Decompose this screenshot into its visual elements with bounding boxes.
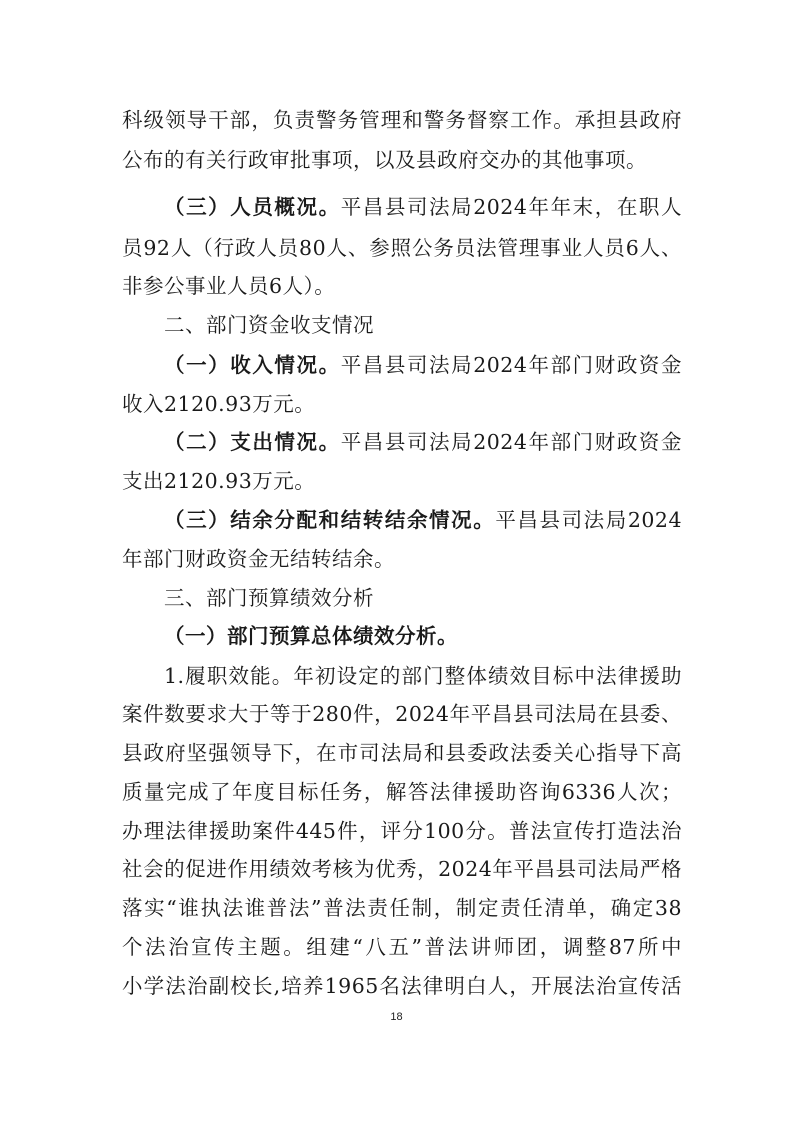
staff-overview-text: 平昌县司法局2024年年末，在职人 — [340, 195, 682, 219]
income-line — [164, 345, 682, 385]
body-text-line: 办理法律援助案件445件，评分100分。普法宣传打造法治 — [122, 819, 682, 843]
body-text-line: 个法治宣传主题。组建“八五”普法讲师团，调整87所中 — [122, 935, 682, 959]
expense-line — [164, 422, 682, 462]
balance-heading: （三）结余分配和结转结余情况。 — [164, 508, 496, 532]
section-title: 三、部门预算绩效分析 — [164, 586, 374, 610]
section-title: 二、部门资金收支情况 — [164, 313, 374, 337]
body-text-line: 支出2120.93万元。 — [122, 469, 316, 493]
subsection-heading: （一）部门预算总体绩效分析。 — [164, 624, 458, 648]
body-text-line: 收入2120.93万元。 — [122, 392, 316, 416]
body-text-line: 员92人（行政人员80人、参照公务员法管理事业人员6人、 — [122, 236, 682, 260]
body-text-line: 县政府坚强领导下，在市司法局和县委政法委关心指导下高 — [122, 741, 682, 765]
body-text-line: 科级领导干部，负责警务管理和警务督察工作。承担县政府 — [122, 108, 682, 132]
body-text-line: 质量完成了年度目标任务，解答法律援助咨询6336人次； — [122, 780, 682, 804]
expense-text: 平昌县司法局2024年部门财政资金 — [340, 430, 682, 454]
body-text-line: 非参公事业人员6人）。 — [122, 274, 336, 298]
body-text-line: 公布的有关行政审批事项，以及县政府交办的其他事项。 — [122, 148, 647, 172]
body-text-line: 年部门财政资金无结转结余。 — [122, 547, 395, 571]
body-text-line: 1.履职效能。年初设定的部门整体绩效目标中法律援助 — [164, 664, 682, 688]
body-text-line: 落实“谁执法谁普法”普法责任制，制定责任清单，确定38 — [122, 896, 682, 920]
income-text: 平昌县司法局2024年部门财政资金 — [340, 353, 682, 377]
staff-overview-line — [164, 187, 682, 227]
body-text-line: 小学法治副校长,培养1965名法律明白人，开展法治宣传活 — [122, 974, 682, 998]
income-heading: （一）收入情况。 — [164, 353, 341, 377]
body-text-line: 社会的促进作用绩效考核为优秀，2024年平昌县司法局严格 — [122, 857, 682, 881]
staff-overview-heading: （三）人员概况。 — [164, 195, 341, 219]
balance-line — [164, 500, 682, 540]
balance-text: 平昌县司法局2024 — [495, 508, 682, 532]
expense-heading: （二）支出情况。 — [164, 430, 341, 454]
body-text-line: 案件数要求大于等于280件，2024年平昌县司法局在县委、 — [122, 702, 682, 726]
page-number: 18 — [390, 1011, 403, 1023]
